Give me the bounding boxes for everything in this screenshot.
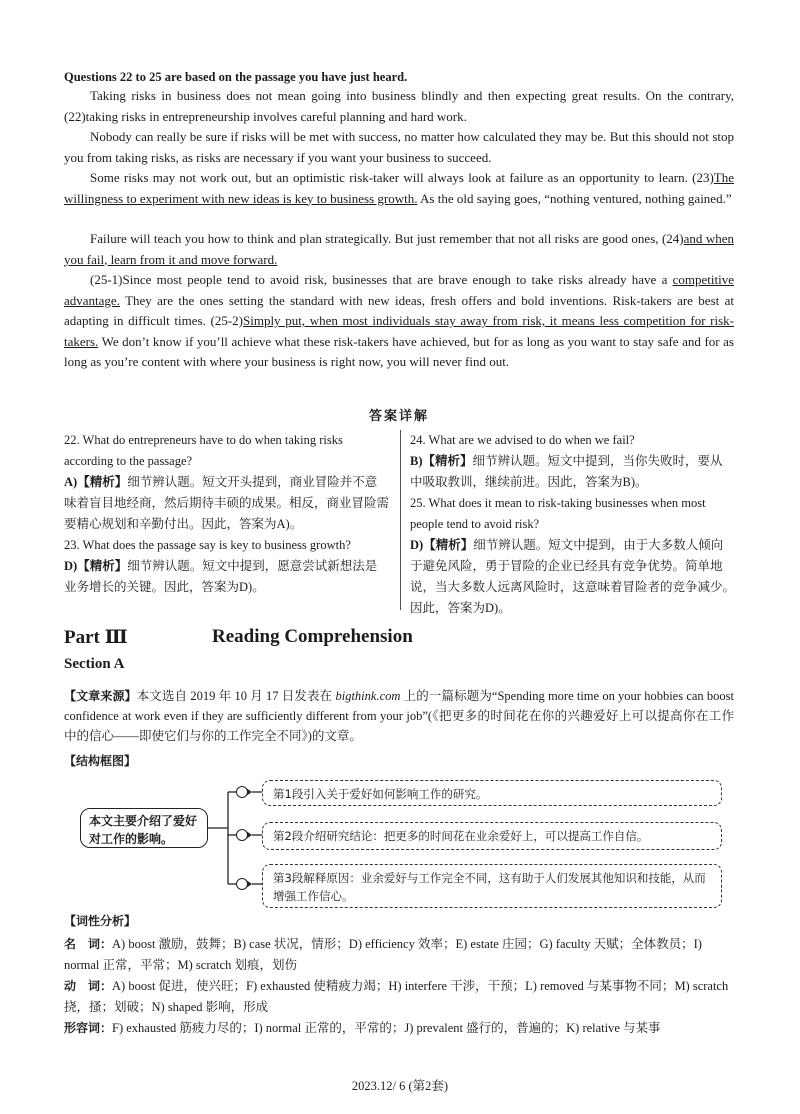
vocab-verbs: 动 词：A) boost 促进，使兴旺；F) exhausted 使精疲力竭；H) interfere 干涉，干预；L) removed 与某事物不同；M) scratch 挠，搔；划破；N) shaped 影响，形成: [64, 979, 729, 1014]
p3-underline: The willingness to experiment with new ideas is key to business growth.: [64, 170, 734, 206]
questions-heading: Questions 22 to 25 are based on the passage you have just heard.: [64, 70, 408, 84]
section-title: Section A: [64, 656, 125, 672]
vocab-adjectives: 形容词：F) exhausted 筋疲力尽的；I) normal 正常的，平常的；J) prevalent 盛行的，普遍的；K) relative 与某事: [64, 1021, 661, 1035]
question-23: 23. What does the passage say is key to business growth?: [64, 538, 351, 552]
answer-25: D)【精析】细节辨认题。短文中提到，由于大多数人倾向于避免风险，勇于冒险的企业已经具有竞争优势。简单地说，当大多数人远离风险时，这意味着冒险者的竞争减少。因此，答案为D)。: [410, 538, 736, 615]
vocab-tag: 【词性分析】: [64, 914, 137, 928]
question-25: 25. What does it mean to risk-taking businesses when most people tend to avoid risk?: [410, 496, 706, 531]
p4-underline: and when you fail, learn from it and move forward.: [64, 231, 734, 267]
question-24: 24. What are we advised to do when we fail?: [410, 433, 635, 447]
p3-text-b: As the old saying goes, “nothing ventured, nothing gained.”: [417, 190, 732, 206]
p5-text-c: We don’t know if you’ll achieve what these risk-takers have achieved, but for as long as you want to stay safe and for as long as you’re content with where your business is right now, you will never find out.: [64, 333, 734, 369]
article-source: 【文章来源】本文选自 2019 年 10 月 17 日发表在 bigthink.com 上的一篇标题为“Spending more time on your hobbies can boost confidence at work even if they are sufficiently different from your job”(《把更多的时间花在你的兴趣爱好上可以提高你在工作中的信心——即使它们与你的工作完全不同》)的文章。: [64, 689, 734, 743]
answer-24: B)【精析】细节辨认题。短文中提到，当你失败时，要从中吸取教训，继续前进。因此，答案为B)。: [410, 454, 723, 489]
connector-node-1: [236, 786, 248, 798]
part-label: Part Ⅲ: [64, 627, 128, 648]
source-tag: 【文章来源】: [64, 689, 137, 703]
diagram-box-2: 第2段介绍研究结论：把更多的时间花在业余爱好上，可以提高工作自信。: [262, 822, 722, 850]
p5-text-a: (25-1)Since most people tend to avoid risk, businesses that are brave enough to take risks already have a: [90, 272, 673, 287]
connector-node-3: [236, 878, 248, 890]
diagram-main-box: 本文主要介绍了爱好对工作的影响。: [80, 808, 208, 848]
answer-23: D)【精析】细节辨认题。短文中提到，愿意尝试新想法是业务增长的关键。因此，答案为D)。: [64, 559, 378, 594]
passage-paragraph-2: Nobody can really be sure if risks will be met with success, no matter how calculated they may be. But this should not stop you from taking risks, as risks are necessary if you want your business to succeed.: [64, 129, 734, 165]
vocab-nouns: 名 词：A) boost 激励，鼓舞；B) case 状况，情形；D) efficiency 效率；E) estate 庄园；G) faculty 天赋；全体教员；I) normal 正常，平常；M) scratch 划痕，划伤: [64, 937, 702, 972]
p5-underline-2: Simply put, when most individuals stay away from risk, it means less competition for risk-takers.: [64, 313, 734, 349]
p4-text-a: Failure will teach you how to think and plan strategically. But just remember that not all risks are good ones, (24): [90, 231, 684, 246]
diagram-box-1: 第1段引入关于爱好如何影响工作的研究。: [262, 780, 722, 806]
diagram-box-3: 第3段解释原因：业余爱好与工作完全不同，这有助于人们发展其他知识和技能，从而增强工作信心。: [262, 864, 722, 908]
part-title: Reading Comprehension: [212, 626, 413, 647]
answer-22: A)【精析】细节辨认题。短文开头提到，商业冒险并不意味着盲目地经商，然后期待丰硕的成果。相反，商业冒险需要精心规划和辛勤付出。因此，答案为A)。: [64, 475, 390, 531]
source-site: bigthink.com: [335, 689, 401, 703]
passage-paragraph-1: Taking risks in business does not mean going into business blindly and then expecting great results. On the contrary, (22)taking risks in entrepreneurship involves careful planning and hard work.: [64, 88, 734, 124]
page-footer: 2023.12/ 6 (第2套): [351, 1079, 449, 1093]
p5-underline-1: competitive advantage.: [64, 272, 734, 308]
connector-node-2: [236, 829, 248, 841]
p5-text-b: They are the ones setting the standard with new ideas, fresh offers and bold inventions. Risk-takers are best at adapting in difficult times. (25-2): [64, 292, 734, 328]
p3-text-a: Some risks may not work out, but an optimistic risk-taker will always look at failure as an opportunity to learn. (23): [90, 170, 714, 185]
answers-banner-title: 答案详解: [64, 408, 734, 426]
question-22: 22. What do entrepreneurs have to do when taking risks according to the passage?: [64, 433, 343, 468]
diagram-tag: 【结构框图】: [64, 754, 137, 768]
